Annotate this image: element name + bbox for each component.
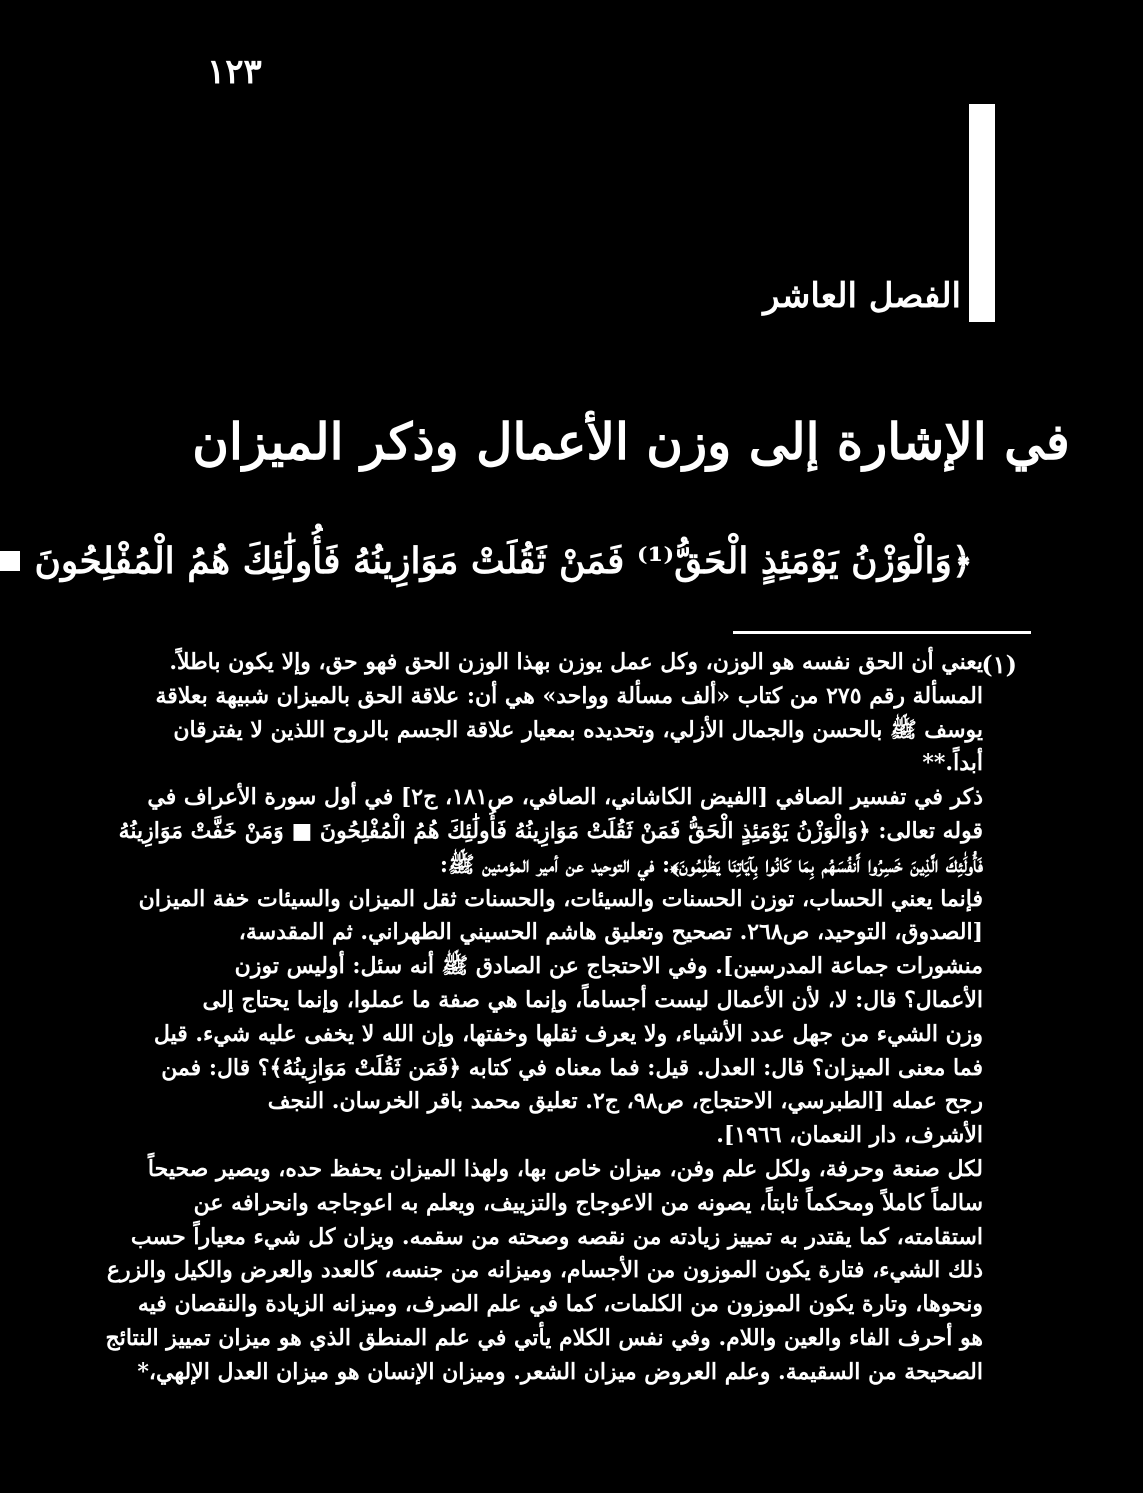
verse-text: ﴿وَالْوَزْنُ يَوْمَئِذٍ الْحَقُّ⁽¹⁾ فَمَنْ ثَقُلَتْ مَوَازِينُهُ فَأُولَٰئِكَ هُمُ الْمُفْلِحُونَ [34,540,973,582]
text-line: هو أحرف الفاء والعين واللام. وفي نفس الكلام يأتي في علم المنطق الذي هو ميزان تمييز النتائج [105,1324,983,1351]
verse-end-square [0,551,20,571]
text-line: استقامته، كما يقتدر به تمييز زيادته من نقصه وصحته من سقمه. ويزان كل شيء معياراً حسب [130,1223,983,1250]
section-title: في الإشارة إلى وزن الأعمال وذكر الميزان [192,412,1070,471]
text-line: رجح عمله [الطبرسي، الاحتجاج، ص٩٨، ج٢. تعليق محمد باقر الخرسان. النجف [267,1088,983,1115]
text-line: فما معنى الميزان؟ قال: العدل. قيل: فما معناه في كتابه ﴿فَمَن ثَقُلَتْ مَوَازِينُهُ﴾؟ قال: فمن [161,1054,983,1081]
text-line: ذلك الشيء، فتارة يكون الموزون من الأجسام، وميزانه من جنسه، كالعدد والعرض والكيل والزرع [106,1257,983,1284]
text-line: لكل صنعة وحرفة، ولكل علم وفن، ميزان خاص بها، ولهذا الميزان يحفظ حده، ويصير صحيحاً [147,1155,983,1182]
text-line: قوله تعالى: ﴿وَالْوَزْنُ يَوْمَئِذٍ الْحَقُّ فَمَنْ ثَقُلَتْ مَوَازِينُهُ فَأُولَٰئِكَ هُمُ الْمُفْلِحُونَ ■ وَمَنْ خَفَّتْ مَوَازِينُهُ [118,817,983,844]
text-line: وزن الشيء من جهل عدد الأشياء، ولا يعرف ثقلها وخفتها، وإن الله لا يخفى عليه شيء. قيل [153,1020,983,1047]
text-line: فإنما يعني الحساب، توزن الحسنات والسيئات، والحسنات ثقل الميزان والسيئات خفة الميزان [138,885,983,912]
footnote-rule [733,631,1031,634]
text-line: منشورات جماعة المدرسين]. وفي الاحتجاج عن الصادق ﷺ أنه سئل: أوليس توزن [234,953,983,980]
text-line: فَأُولَٰئِكَ الَّذِينَ خَسِرُوا أَنفُسَهُم بِمَا كَانُوا بِآيَاتِنَا يَظْلِمُونَ﴾: في التوحيد عن أمير المؤمنين ﷺ: [439,851,983,878]
chapter-bar [969,104,995,322]
footnote-body [105,646,983,1390]
chapter-title: الفصل العاشر [763,276,961,316]
text-line: الأشرف، دار النعمان، ١٩٦٦]. [716,1122,983,1149]
footnote-marker: (١) [981,650,1017,679]
text-line: يعني أن الحق نفسه هو الوزن، وكل عمل يوزن بهذا الوزن الحق فهو حق، وإلا يكون باطلاً. [169,649,983,675]
text-line: يوسف ﷺ بالحسن والجمال الأزلي، وتحديده بمعيار علاقة الجسم بالروح اللذين لا يفترقان [173,716,983,743]
text-line: [الصدوق، التوحيد، ص٢٦٨. تصحيح وتعليق هاشم الحسيني الطهراني. ثم المقدسة، [238,919,983,946]
text-line: الأعمال؟ قال: لا، لأن الأعمال ليست أجساماً، وإنما هي صفة ما عملوا، وإنما يحتاج إلى [202,986,983,1013]
quran-verse [34,540,973,582]
text-line: سالماً كاملاً ومحكماً ثابتاً، يصونه من الاعوجاج والتزييف، ويعلم به اعوجاجه وانحرافه عن [193,1189,983,1216]
text-line: ونحوها، وتارة يكون الموزون من الكلمات، كما في علم الصرف، وميزانه الزيادة والنقصان فيه [137,1291,983,1318]
page-number: ١٢٣ [207,52,262,92]
text-line: الصحيحة من السقيمة. وعلم العروض ميزان الشعر. وميزان الإنسان هو ميزان العدل الإلهي،* [137,1358,983,1385]
text-line: ذكر في تفسير الصافي [الفيض الكاشاني، الصافي، ص١٨١، ج٢] في أول سورة الأعراف في [147,784,983,811]
text-line: أبداً.** [922,750,983,777]
text-line: المسألة رقم ٢٧٥ من كتاب «ألف مسألة وواحد» هي أن: علاقة الحق بالميزان شبيهة بعلاقة [155,682,983,709]
